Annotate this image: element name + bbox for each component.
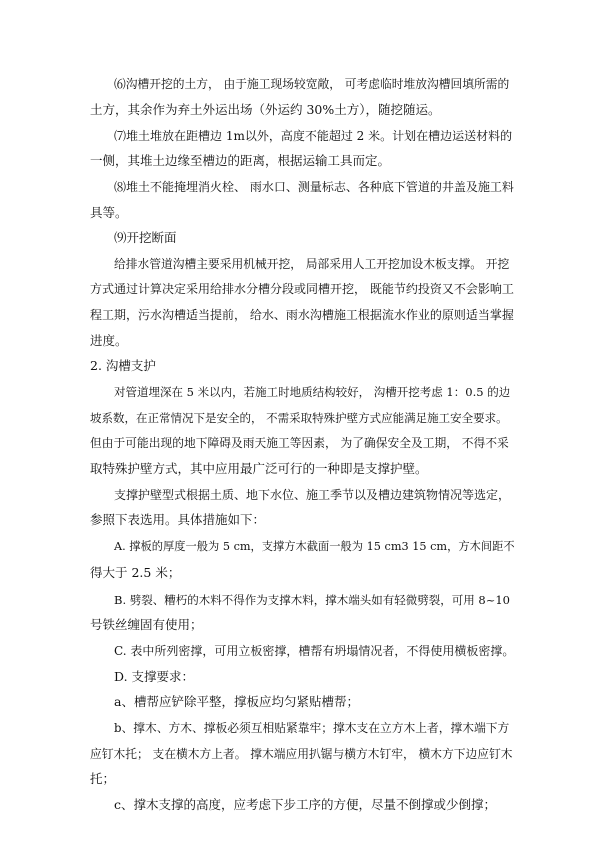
text-line-11: 进度。 <box>90 333 128 348</box>
text-line-24: D. 支撑要求： <box>114 669 195 684</box>
text-line-17: 支撑护壁型式根据土质、地下水位、施工季节以及槽边建筑物情况等选定， <box>114 488 511 502</box>
text-line-22: 号铁丝缠固有使用； <box>90 617 203 632</box>
text-line-6: 具等。 <box>90 205 128 220</box>
text-line-23: C. 表中所列密撑，可用立板密撑，槽帮有坍塌情况者，不得使用横板密撑。 <box>114 644 515 658</box>
text-line-13: 对管道埋深在 5 米以内，若施工时地质结构较好， 沟槽开挖考虑 1：0.5 的边 <box>114 385 511 399</box>
text-line-25: a、槽帮应铲除平整，撑板应均匀紧贴槽帮； <box>114 694 359 709</box>
text-line-16: 取特殊护壁方式，其中应用最广泛可行的一种即是支撑护壁。 <box>90 461 428 476</box>
text-line-1: ⑹沟槽开挖的土方， 由于施工现场较宽敞， 可考虑临时堆放沟槽回填所需的 <box>114 77 510 91</box>
text-line-26: b、撑木、方木、撑板必须互相贴紧靠牢；撑木支在立方木上者，撑木端下方 <box>114 721 510 735</box>
section-heading: 2. 沟槽支护 <box>90 358 156 373</box>
text-line-21: B. 劈裂、糟朽的木料不得作为支撑木料，撑木端头如有轻微劈裂，可用 8~10 <box>114 593 510 607</box>
text-line-14: 坡系数，在正常情况下是安全的， 不需采取特殊护壁方式应能满足施工安全要求。 <box>90 411 508 425</box>
text-line-8: 给排水管道沟槽主要采用机械开挖， 局部采用人工开挖加设木板支撑。 开挖 <box>114 257 510 271</box>
text-line-18: 参照下表选用。具体措施如下： <box>90 512 266 527</box>
text-line-28: 托； <box>90 771 116 786</box>
text-line-10: 程工期，污水沟槽适当提前， 给水、雨水沟槽施工根据流水作业的原则适当掌握 <box>90 308 514 322</box>
text-line-2: 土方，其余作为弃土外运出场（外运约 30%土方），随挖随运。 <box>90 102 441 117</box>
text-line-20: 得大于 2.5 米； <box>90 565 181 580</box>
text-line-19: A. 撑板的厚度一般为 5 cm，支撑方木截面一般为 15 cm3 15 cm，方木间距不 <box>114 540 515 553</box>
text-line-4: 一侧，其堆土边缘至槽边的距离，根据运输工具而定。 <box>90 153 391 168</box>
text-line-29: c、撑木支撑的高度，应考虑下步工序的方便，尽量不倒撑或少倒撑； <box>114 797 497 812</box>
text-line-5: ⑻堆土不能掩埋消火栓、 雨水口、测量标志、各种底下管道的井盖及施工料 <box>114 180 514 194</box>
text-line-15: 但由于可能出现的地下障碍及雨天施工等因素， 为了确保安全及工期， 不得不采 <box>90 436 509 450</box>
text-line-9: 方式通过计算决定采用给排水分槽分段或同槽开挖， 既能节约投资又不会影响工 <box>90 282 514 296</box>
text-line-27: 应钉木托； 支在横木方上者。 撑木端应用扒锯与横方木钉牢， 横木方下边应钉木 <box>90 747 513 761</box>
text-line-7: ⑼开挖断面 <box>114 230 177 245</box>
text-line-3: ⑺堆土堆放在距槽边 1m以外，高度不能超过 2 米。计划在槽边运送材料的 <box>114 129 513 143</box>
